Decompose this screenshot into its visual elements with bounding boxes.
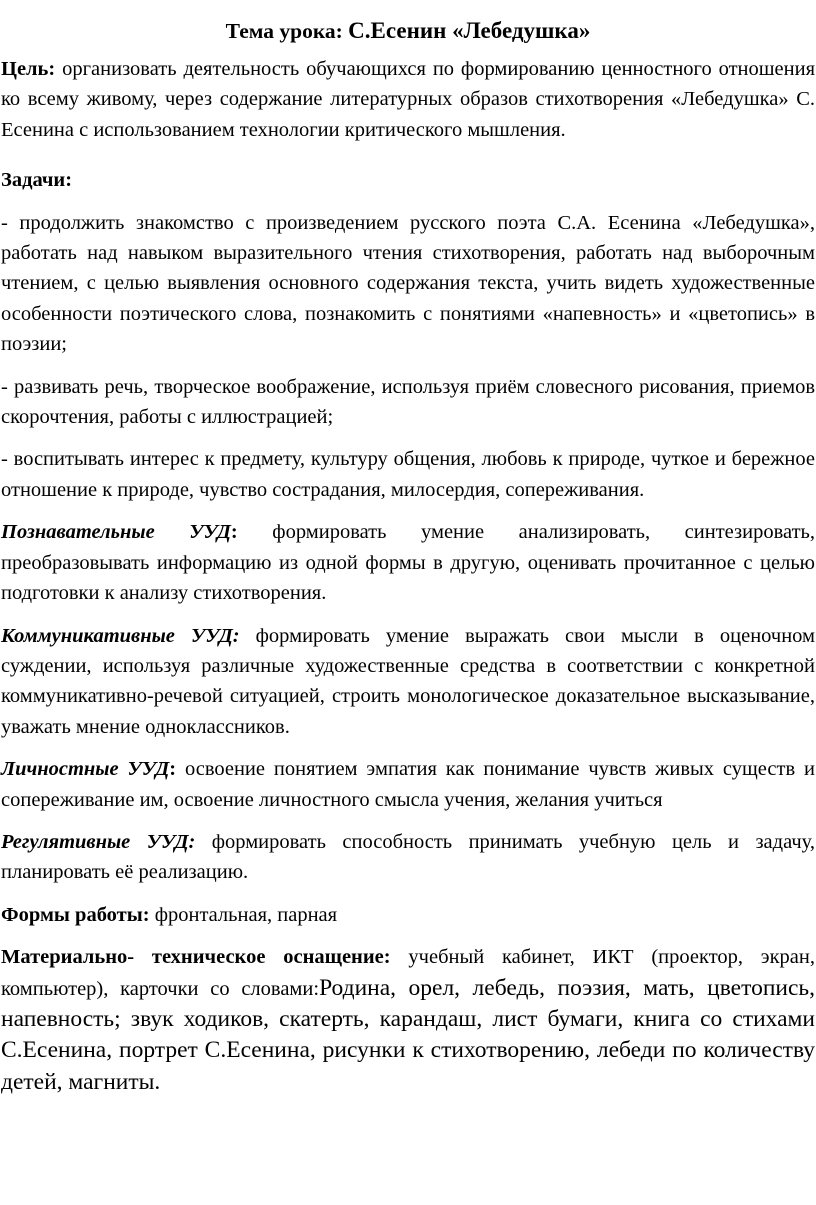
goal-paragraph bbox=[0, 54, 815, 145]
equipment-paragraph bbox=[0, 942, 815, 1098]
lesson-title-name: С.Есенин «Лебедушка» bbox=[348, 18, 591, 43]
equipment-text-large: Родина, орел, лебедь, поэзия, мать, цветопись, напевность; звук ходиков, скатерть, карандаш, лист бумаги, книга со стихами С.Есенина, портрет С.Есенина, рисунки к стихотворению, лебеди по количеству детей, магниты. bbox=[1, 974, 815, 1095]
work-forms-text: фронтальная, парная bbox=[154, 903, 338, 926]
work-forms-paragraph bbox=[0, 900, 815, 930]
cognitive-uud-paragraph bbox=[0, 517, 815, 608]
communicative-uud-label: Коммуникативные УУД: bbox=[1, 624, 240, 647]
cognitive-uud-label: Познавательные УУД bbox=[1, 521, 231, 544]
regulatory-uud-label: Регулятивные УУД: bbox=[1, 830, 196, 853]
goal-text: организовать деятельность обучающихся по формированию ценностного отношения ко всему живому, через содержание литературных образов стихотворения «Лебедушка» С. Есенина с использованием технологии критического мышления. bbox=[1, 58, 816, 141]
task-item: - воспитывать интерес к предмету, культуру общения, любовь к природе, чуткое и бережное отношение к природе, чувство сострадания, милосердия, сопереживания. bbox=[1, 448, 815, 501]
personal-uud-paragraph bbox=[0, 754, 815, 815]
goal-label: Цель: bbox=[1, 58, 56, 80]
equipment-text-small: учебный кабинет, ИКТ (проектор, экран, компьютер), карточки со словами: bbox=[1, 946, 816, 1000]
tasks-label: Задачи: bbox=[1, 169, 73, 192]
communicative-uud-paragraph bbox=[0, 621, 815, 743]
communicative-uud-text: формировать умение выражать свои мысли в оценочном суждении, используя различные художественные средства в соответствии с конкретной коммуникативно-речевой ситуацией, строить монологическое доказательное высказывание, уважать мнение одноклассников. bbox=[1, 624, 816, 738]
cognitive-uud-colon: : bbox=[230, 521, 238, 544]
lesson-title bbox=[0, 16, 816, 46]
work-forms-label: Формы работы: bbox=[1, 903, 150, 926]
personal-uud-text: освоение понятием эмпатия как понимание чувств живых существ и сопереживание им, освоение личностного смысла учения, желания учиться bbox=[1, 758, 815, 811]
regulatory-uud-paragraph bbox=[0, 827, 815, 888]
regulatory-uud-text: формировать способность принимать учебную цель и задачу, планировать её реализацию. bbox=[1, 830, 816, 884]
cognitive-uud-text: формировать умение анализировать, синтезировать, преобразовывать информацию из одной формы в другую, оценивать прочитанное с целью подготовки к анализу стихотворения. bbox=[1, 521, 816, 605]
personal-uud-label: Личностные УУД bbox=[1, 758, 170, 781]
task-item: - развивать речь, творческое воображение, используя приём словесного рисования, приемов скорочтения, работы с иллюстрацией; bbox=[1, 375, 815, 429]
lesson-title-prefix: Тема урока: bbox=[225, 19, 343, 43]
tasks-heading bbox=[0, 165, 815, 195]
personal-uud-colon: : bbox=[169, 758, 177, 781]
equipment-label: Материально- техническое оснащение: bbox=[1, 946, 391, 969]
task-item: - продолжить знакомство с произведением русского поэта С.А. Есенина «Лебедушка», работать над навыком выразительного чтения стихотворения, работать над выборочным чтением, с целью выявления основного содержания текста, учить видеть художественные особенности поэтического слова, познакомить с понятиями «напевность» и «цветопись» в поэзии; bbox=[1, 211, 815, 356]
